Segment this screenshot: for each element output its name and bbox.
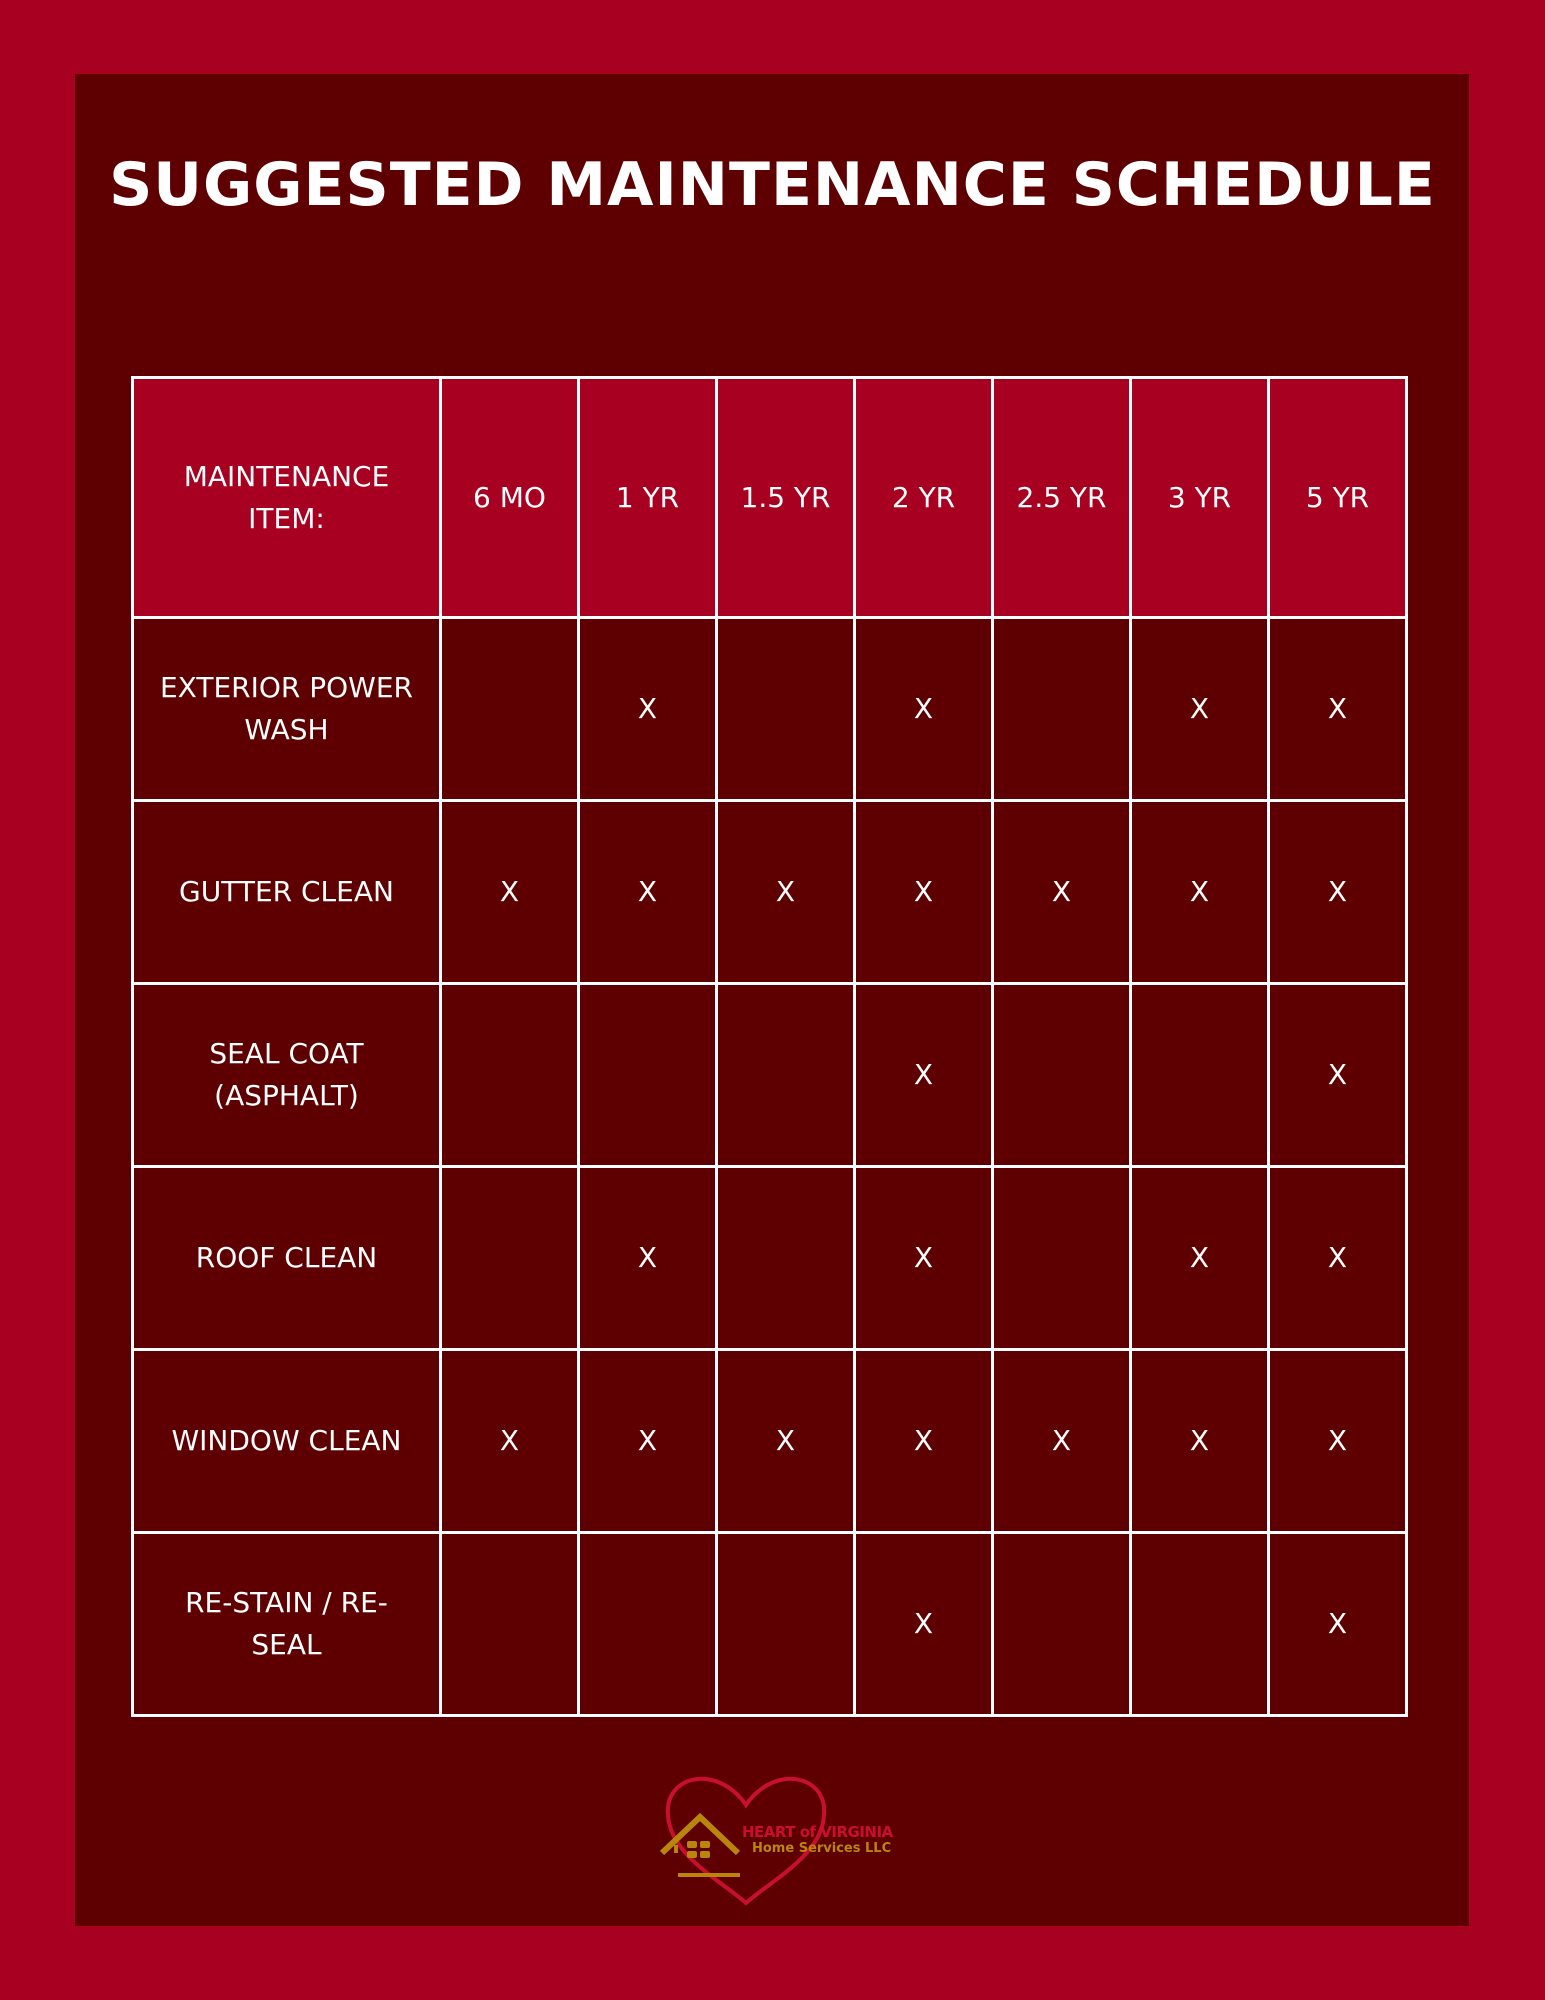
column-header-item: MAINTENANCE ITEM:: [133, 378, 441, 618]
schedule-cell: X: [855, 1167, 993, 1350]
schedule-cell: [441, 984, 579, 1167]
schedule-cell: [717, 618, 855, 801]
schedule-cell: X: [855, 1533, 993, 1716]
schedule-cell: X: [1269, 984, 1407, 1167]
schedule-cell: X: [441, 801, 579, 984]
schedule-cell: X: [579, 1350, 717, 1533]
maintenance-item-cell: GUTTER CLEAN: [133, 801, 441, 984]
schedule-cell: X: [993, 801, 1131, 984]
maintenance-item-cell: EXTERIOR POWER WASH: [133, 618, 441, 801]
schedule-cell: [441, 1533, 579, 1716]
schedule-cell: [993, 1533, 1131, 1716]
schedule-cell: [1131, 984, 1269, 1167]
schedule-cell: X: [1269, 1533, 1407, 1716]
schedule-cell: [717, 1167, 855, 1350]
table-row: [133, 1350, 1407, 1533]
table-row: [133, 984, 1407, 1167]
schedule-cell: X: [1131, 801, 1269, 984]
schedule-cell: X: [1131, 1167, 1269, 1350]
schedule-cell: [441, 1167, 579, 1350]
schedule-cell: [993, 618, 1131, 801]
schedule-cell: [993, 1167, 1131, 1350]
table-body: [133, 618, 1407, 1716]
schedule-cell: [717, 984, 855, 1167]
schedule-cell: X: [1131, 618, 1269, 801]
schedule-cell: X: [717, 1350, 855, 1533]
maintenance-schedule-table: [131, 376, 1408, 1717]
column-header-3yr: 3 YR: [1131, 378, 1269, 618]
schedule-cell: [1131, 1533, 1269, 1716]
maintenance-item-cell: WINDOW CLEAN: [133, 1350, 441, 1533]
logo-line-1: HEART of VIRGINIA: [742, 1823, 893, 1841]
schedule-cell: X: [717, 801, 855, 984]
schedule-cell: X: [1269, 801, 1407, 984]
table-row: [133, 618, 1407, 801]
column-header-2yr: 2 YR: [855, 378, 993, 618]
column-header-1-5yr: 1.5 YR: [717, 378, 855, 618]
schedule-cell: X: [993, 1350, 1131, 1533]
schedule-cell: X: [855, 618, 993, 801]
schedule-cell: X: [855, 984, 993, 1167]
maintenance-item-cell: RE-STAIN / RE-SEAL: [133, 1533, 441, 1716]
schedule-cell: [717, 1533, 855, 1716]
schedule-cell: X: [855, 1350, 993, 1533]
schedule-cell: X: [579, 801, 717, 984]
column-header-1yr: 1 YR: [579, 378, 717, 618]
schedule-cell: [441, 618, 579, 801]
table-row: [133, 801, 1407, 984]
maintenance-item-cell: SEAL COAT (ASPHALT): [133, 984, 441, 1167]
schedule-cell: X: [855, 801, 993, 984]
schedule-cell: X: [1131, 1350, 1269, 1533]
column-header-2-5yr: 2.5 YR: [993, 378, 1131, 618]
schedule-cell: X: [1269, 1350, 1407, 1533]
schedule-cell: X: [1269, 1167, 1407, 1350]
table-row: [133, 1533, 1407, 1716]
schedule-cell: X: [1269, 618, 1407, 801]
logo-line-2: Home Services LLC: [752, 1841, 892, 1856]
schedule-cell: [579, 1533, 717, 1716]
schedule-cell: X: [579, 618, 717, 801]
maintenance-item-cell: ROOF CLEAN: [133, 1167, 441, 1350]
table-row: [133, 1167, 1407, 1350]
schedule-cell: [993, 984, 1131, 1167]
column-header-6mo: 6 MO: [441, 378, 579, 618]
schedule-cell: X: [579, 1167, 717, 1350]
column-header-5yr: 5 YR: [1269, 378, 1407, 618]
table-header-row: [133, 378, 1407, 618]
schedule-cell: [579, 984, 717, 1167]
schedule-cell: X: [441, 1350, 579, 1533]
company-logo: [660, 1775, 893, 1915]
page-title: SUGGESTED MAINTENANCE SCHEDULE: [109, 150, 1436, 220]
